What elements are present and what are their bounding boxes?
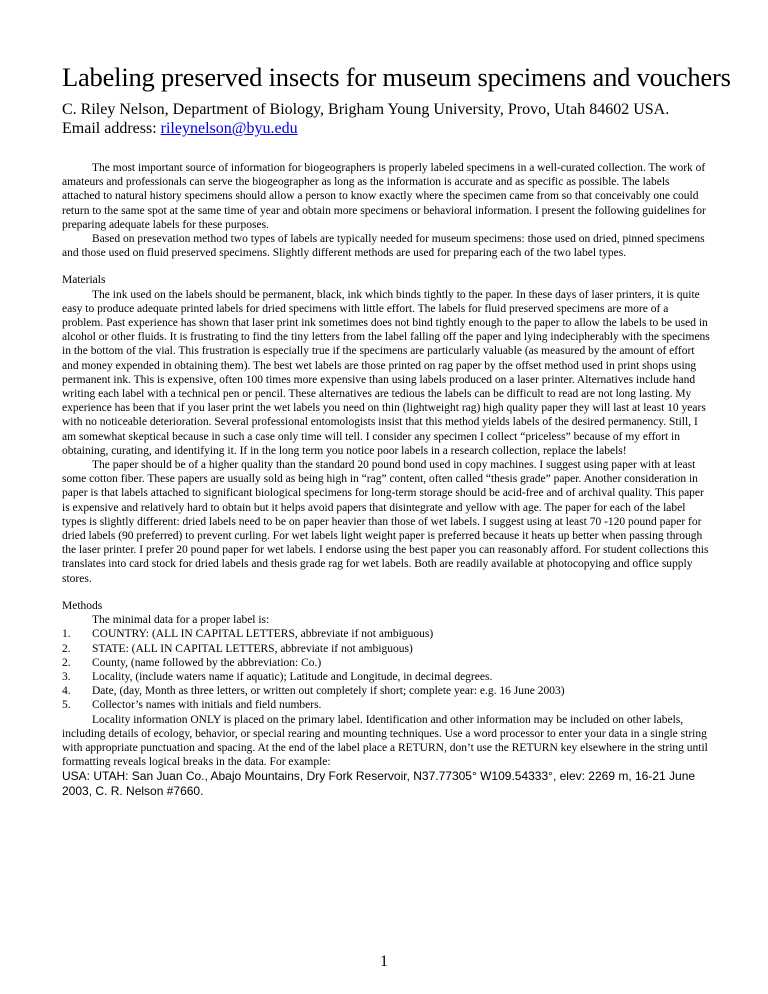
list-item-number: 2.: [62, 656, 71, 669]
list-item: [62, 684, 710, 698]
list-item-text: County, (name followed by the abbreviation: Co.): [92, 656, 322, 669]
list-item-text: COUNTRY: (ALL IN CAPITAL LETTERS, abbreviate if not ambiguous): [92, 628, 434, 641]
methods-intro: The minimal data for a proper label is:: [92, 614, 270, 627]
methods-heading: Methods: [62, 599, 103, 612]
materials-heading: Materials: [62, 274, 106, 287]
list-item-text: Locality, (include waters name if aquatic); Latitude and Longitude, in decimal degrees.: [92, 670, 493, 683]
intro-paragraph-1: The most important source of information for biogeographers is properly labeled specimens in a well-curated collection. The work of amateurs and professionals can serve the biogeographer as long as the information is accurate and as specific as possible. The labels attached to natural history specimens should allow a person to know exactly where the specimen came from so that conceivably one could return to the same spot at the same time of year and obtain more specimens or behavioral information. I present the following guidelines for preparing adequate labels for these purposes.: [62, 162, 706, 231]
page-number: 1: [380, 953, 388, 970]
minimal-data-list: [62, 627, 710, 712]
list-item: [62, 698, 710, 712]
list-item-number: 1.: [62, 628, 71, 641]
document-title: Labeling preserved insects for museum specimens and vouchers: [62, 62, 731, 92]
methods-paragraph: Locality information ONLY is placed on the primary label. Identification and other information may be included on other labels, including details of ecology, behavior, or special rearing and mounting techniques. Use a word processor to enter your data in a single string with appropriate punctuation and spacing. At the end of the label place a RETURN, don’t use the RETURN key elsewhere in the string until formatting reveals logical breaks in the data. For example:: [62, 713, 708, 769]
list-item-number: 4.: [62, 685, 71, 698]
list-item-number: 5.: [62, 699, 71, 712]
intro-paragraph-2: Based on presevation method two types of labels are typically needed for museum specimens: those used on dried, pinned specimens and those used on fluid preserved specimens. Slightly different methods are used for preparing each of the two label types.: [62, 233, 705, 260]
document-body: [62, 161, 710, 798]
page-content: [62, 62, 731, 798]
author-line: C. Riley Nelson, Department of Biology, Brigham Young University, Provo, Utah 84602 USA.: [62, 101, 670, 118]
list-item-number: 2.: [62, 642, 71, 655]
label-example: USA: UTAH: San Juan Co., Abajo Mountains, Dry Fork Reservoir, N37.77305° W109.54333°, elev: 2269 m, 16-21 June 2003, C. R. Nelson #7660.: [62, 769, 696, 798]
list-item-text: STATE: (ALL IN CAPITAL LETTERS, abbreviate if not ambiguous): [92, 642, 413, 655]
list-item: [62, 627, 710, 641]
list-item-text: Date, (day, Month as three letters, or written out completely if short; complete year: e.g. 16 June 2003): [92, 685, 565, 698]
author-email-line: [62, 119, 710, 138]
list-item: [62, 642, 710, 656]
list-item: [62, 670, 710, 684]
list-item-number: 3.: [62, 670, 71, 683]
list-item-text: Collector’s names with initials and field numbers.: [92, 699, 322, 712]
materials-paragraph-2: The paper should be of a higher quality than the standard 20 pound bond used in copy machines. I suggest using paper with at least some cotton fiber. These papers are usually sold as being high in “rag” content, often called “thesis grade” paper. Another consideration in paper is that labels attached to significant biological specimens for long-term storage should be acid-free and of archival quality. This paper is expensive and relatively hard to obtain but it helps avoid papers that disintegrate and yellow with age. The paper for each of the label types is slightly different: dried labels need to be on paper heavier than those of wet labels. I suggest using at least 70 -120 pound paper for dried labels (90 preferred) to prevent curling. For wet labels light weight paper is preferred because it heats up better when passing through the laser printer. I prefer 20 pound paper for wet labels. I endorse using the best paper you can reasonably afford. For student collections this translates into card stock for dried labels and thesis grade rag for wet labels. Both are readily available at photocopying and office supply stores.: [62, 459, 709, 585]
email-link[interactable]: rileynelson@byu.edu: [160, 120, 298, 137]
email-prefix: Email address:: [62, 120, 161, 137]
list-item: [62, 656, 710, 670]
materials-paragraph-1: The ink used on the labels should be permanent, black, ink which binds tightly to the paper. In these days of laser printers, it is quite easy to produce adequate printed labels for dried specimens with little effort. The labels for fluid preserved specimens are more of a problem. Past experience has shown that laser print ink sometimes does not bind tightly enough to the paper to allow the labels to be used in alcohol or other fluids. It is frustrating to find the tiny letters from the label falling off the paper and lying indecipherably with the specimens in the bottom of the vial. This frustration is especially true if the specimens are particularly valuable (as measured by the amount of effort and money expended in obtaining them). The best wet labels are those printed on rag paper by the offset method used in print shops using permanent ink. This is expensive, often 100 times more expensive than using labels produced on a laser printer. Alternatives include hand writing each label with a technical pen or pencil. These alternatives are tedious the labels can be difficult to read are not long lasting. My experience has been that if you laser print the wet labels you need on thin (lightweight rag) high quality paper they will last at least 10 years with no noticeable deterioration. Several professional entomologists insist that this method yields labels of the desired permanency. Still, I am somewhat skeptical because in such a case only time will tell. I consider any specimen I collect “priceless” because of my effort in obtaining, curating, and identifying it. If in the long term you notice poor labels in a research collection, replace the labels!: [62, 288, 710, 457]
